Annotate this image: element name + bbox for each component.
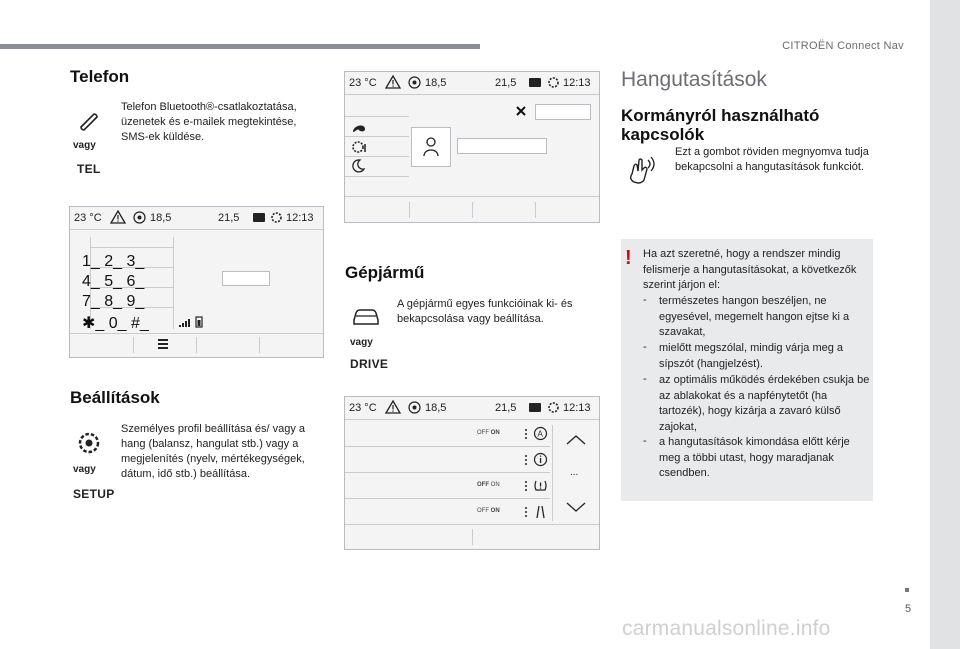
chevron-down-icon[interactable] <box>565 501 587 513</box>
media-icon <box>252 211 266 224</box>
hangutasitasok-desc: Ezt a gombot röviden megnyomva tudja bekapcsolni a hangutasítások funkciót. <box>675 146 869 173</box>
note-intro: Ha azt szeretné, hogy a rendszer mindig felismerje a hangutasításokat, a következők szerint járjon el: <box>643 248 857 291</box>
car-icon <box>350 304 382 328</box>
settings-icon <box>76 430 102 456</box>
warning-mark: ! <box>625 247 632 269</box>
profile-field[interactable] <box>535 104 591 120</box>
side-strip <box>930 0 960 649</box>
navigation-target-icon <box>133 211 146 224</box>
beallitasok-title: Beállítások <box>70 388 160 407</box>
telefon-title: Telefon <box>70 67 130 86</box>
toggle-2[interactable]: OFF ON <box>477 482 500 488</box>
keypad-row2: 4_ 5_ 6_ <box>82 273 145 290</box>
toggle-3[interactable]: OFF ON <box>477 508 500 514</box>
battery-icon <box>195 315 203 328</box>
chevron-up-icon[interactable] <box>565 434 587 446</box>
hangutasitasok-title: Hangutasítások <box>621 68 767 91</box>
warning-icon <box>385 400 401 414</box>
page-indicator: ... <box>570 467 579 478</box>
note-bullet-3: az optimális működés érdekében csukja be az ablakokat és a napfénytetőt (ha tartozék), hogy kizárja a zavaró külső zajokat, <box>659 374 870 433</box>
more-options-icon[interactable] <box>523 454 529 466</box>
svg-text:A: A <box>537 429 543 439</box>
more-options-icon[interactable] <box>523 428 529 440</box>
keypad-row1: 1_ 2_ 3_ <box>82 253 145 270</box>
page-dot <box>905 588 909 592</box>
settings-screen <box>344 71 600 223</box>
setup-button-label: SETUP <box>73 487 115 501</box>
settings-gear-icon <box>547 76 560 89</box>
gepjarmu-vagy: vagy <box>350 337 373 348</box>
header-bar <box>0 44 480 49</box>
more-options-icon[interactable] <box>523 506 529 518</box>
media-icon <box>528 76 542 89</box>
phone-screen <box>69 206 324 358</box>
audio-settings-icon[interactable] <box>351 139 369 155</box>
status-temp: 23 °C <box>74 212 102 224</box>
note-box <box>621 239 873 501</box>
lane-assist-icon <box>533 504 548 519</box>
status-time: 12:13 <box>286 212 314 224</box>
note-bullet-1: természetes hangon beszéljen, ne egyesével, megemelt hangon ejtse ki a szavakat, <box>659 295 850 338</box>
watermark: carmanualsonline.info <box>622 617 831 640</box>
telefon-vagy: vagy <box>73 140 96 151</box>
night-mode-icon[interactable] <box>351 159 365 173</box>
media-icon <box>528 401 542 414</box>
driving-screen <box>344 396 600 550</box>
status-bar <box>70 207 323 229</box>
keypad-row4: ✱_ 0_ #_ <box>82 315 149 332</box>
hangutasitasok-subtitle: Kormányról használható kapcsolók <box>621 106 820 144</box>
bullet-mark: - <box>643 373 647 385</box>
warning-icon <box>385 75 401 89</box>
profile-name-field[interactable] <box>457 138 547 154</box>
tyre-pressure-icon <box>533 478 548 493</box>
keypad-row3: 7_ 8_ 9_ <box>82 293 145 310</box>
toggle-1[interactable]: OFF ON <box>477 430 500 436</box>
more-options-icon[interactable] <box>523 480 529 492</box>
page-number: 5 <box>905 603 912 615</box>
dial-input-field[interactable] <box>222 271 270 286</box>
profile-avatar-button[interactable] <box>411 127 451 167</box>
note-bullet-2: mielőtt megszólal, mindig várja meg a sípszót (hangjelzést). <box>659 342 844 370</box>
status-val-right: 21,5 <box>218 212 240 224</box>
contacts-list-icon[interactable] <box>156 336 170 352</box>
bullet-mark: - <box>643 294 647 306</box>
status-bar: 23 °C 18,5 21,5 12:13 <box>349 77 591 89</box>
status-val-left: 18,5 <box>150 212 172 224</box>
beallitasok-desc: Személyes profil beállítása és/ vagy a hang (balansz, hangulat stb.) vagy a megjelenítés (nyelv, mértékegységek, dátum, idő stb.) beállítása. <box>121 423 306 480</box>
color-palette-icon[interactable] <box>351 120 367 134</box>
info-icon <box>533 452 548 467</box>
telefon-desc: Telefon Bluetooth®-csatlakoztatása, üzenetek és e-mailek megtekintése, SMS-ek küldése. <box>121 101 297 143</box>
bullet-mark: - <box>643 341 647 353</box>
gepjarmu-title: Gépjármű <box>345 263 425 282</box>
bullet-mark: - <box>643 435 647 447</box>
navigation-target-icon <box>408 401 421 414</box>
drive-button-label: DRIVE <box>350 357 389 371</box>
voice-command-icon <box>624 154 658 186</box>
status-bar: 23 °C 18,5 21,5 12:13 <box>349 402 591 414</box>
settings-gear-icon <box>270 211 283 224</box>
close-icon[interactable] <box>515 105 527 117</box>
warning-icon <box>110 210 126 224</box>
auto-park-icon <box>533 426 548 441</box>
brand-label: CITROËN Connect Nav <box>782 40 904 52</box>
settings-gear-icon <box>547 401 560 414</box>
navigation-target-icon <box>408 76 421 89</box>
gepjarmu-desc: A gépjármű egyes funkcióinak ki- és bekapcsolása vagy beállítása. <box>397 298 573 325</box>
profile-icon <box>422 136 440 158</box>
tel-button-label: TEL <box>77 162 101 176</box>
signal-strength-icon <box>178 316 192 328</box>
phone-icon <box>74 106 102 134</box>
note-bullet-4: a hangutasítások kimondása előtt kérje meg a többi utast, hogy maradjanak csendben. <box>659 436 850 479</box>
beallitasok-vagy: vagy <box>73 464 96 475</box>
